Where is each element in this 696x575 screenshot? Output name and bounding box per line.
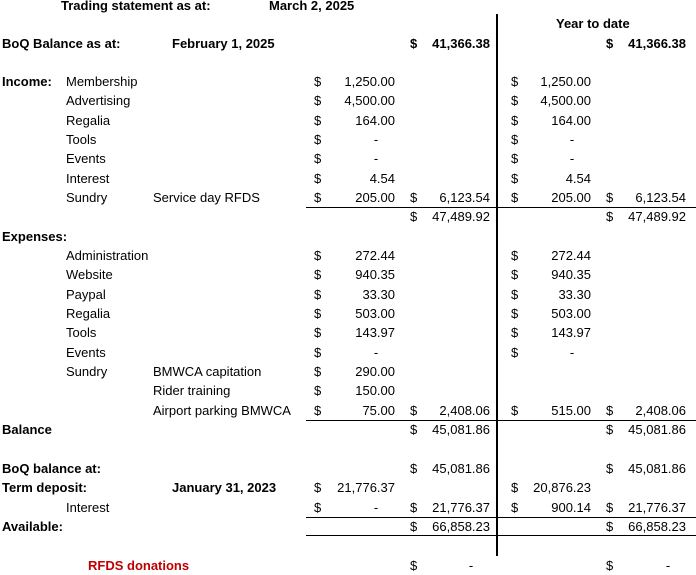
term-deposit-currency: $ xyxy=(314,480,322,495)
balance-ytd-amount: 45,081.86 xyxy=(628,422,686,437)
expense-row-currency: $ xyxy=(314,402,322,418)
expenses-total-currency: $ xyxy=(410,403,418,418)
income-total: 6,123.54 xyxy=(439,190,490,205)
column-divider xyxy=(496,14,498,556)
term-deposit-label: Term deposit: xyxy=(2,480,87,495)
income-ytd-subtotal: 47,489.92 xyxy=(628,209,686,224)
expense-row-ytd-amount: 515.00 xyxy=(551,402,591,418)
income-row-ytd-currency: $ xyxy=(511,189,519,205)
expense-row-ytd-amount: - xyxy=(569,344,575,360)
income-row-ytd-amount: 4.54 xyxy=(565,170,591,186)
income-row-label: Sundry xyxy=(66,189,108,205)
income-row-amount: - xyxy=(373,151,379,167)
expense-row-currency: $ xyxy=(314,305,322,321)
opening-ytd-amount: 41,366.38 xyxy=(628,36,686,51)
expense-row-label: Events xyxy=(66,344,106,360)
income-row-label: Interest xyxy=(66,170,110,186)
rfds-currency: $ xyxy=(410,558,418,573)
expense-row-currency: $ xyxy=(314,363,322,379)
available-label: Available: xyxy=(2,519,63,534)
expense-row-currency: $ xyxy=(314,248,322,263)
boq-balance-amount: 45,081.86 xyxy=(432,461,490,476)
income-row-amount: - xyxy=(373,131,379,147)
expense-row-label: Administration xyxy=(66,248,149,263)
expense-row-amount: 75.00 xyxy=(362,402,395,418)
term-deposit-ytd-amount: 20,876.23 xyxy=(533,480,591,495)
expense-row-detail: BMWCA capitation xyxy=(153,363,262,379)
opening-currency: $ xyxy=(410,36,418,51)
income-row-ytd-currency: $ xyxy=(511,170,519,186)
expense-row-ytd-currency: $ xyxy=(511,402,519,418)
interest-currency: $ xyxy=(314,500,322,515)
income-row-label: Membership xyxy=(66,74,138,89)
expense-row-ytd-amount: 503.00 xyxy=(551,305,591,321)
income-row-ytd-amount: 164.00 xyxy=(551,112,591,128)
expense-row-currency: $ xyxy=(314,286,322,302)
available-ytd-amount: 66,858.23 xyxy=(628,519,686,534)
income-ytd-total: 6,123.54 xyxy=(635,190,686,205)
income-ytd-total-currency: $ xyxy=(606,190,614,205)
income-row-ytd-currency: $ xyxy=(511,131,519,147)
balance-label: Balance xyxy=(2,422,52,437)
expense-row-ytd-amount: 940.35 xyxy=(551,267,591,283)
opening-ytd-currency: $ xyxy=(606,36,614,51)
rfds-ytd-currency: $ xyxy=(606,558,614,573)
income-row-label: Regalia xyxy=(66,112,111,128)
rfds-amount: - xyxy=(468,558,474,573)
expense-row-currency: $ xyxy=(314,344,322,360)
interest-ytd-total-currency: $ xyxy=(606,500,614,515)
income-row-amount: 4,500.00 xyxy=(344,93,395,109)
expense-row-label: Tools xyxy=(66,325,97,341)
expense-row-ytd-amount: 143.97 xyxy=(551,325,591,341)
expense-row-label: Sundry xyxy=(66,363,108,379)
income-row-amount: 4.54 xyxy=(369,170,395,186)
expense-row-amount: 940.35 xyxy=(355,267,395,283)
boq-balance-currency: $ xyxy=(410,461,418,476)
expense-row-currency: $ xyxy=(314,267,322,283)
income-row-ytd-currency: $ xyxy=(511,93,519,109)
interest-ytd-currency: $ xyxy=(511,500,519,515)
expenses-total: 2,408.06 xyxy=(439,403,490,418)
expense-row-amount: 272.44 xyxy=(355,248,395,263)
interest-ytd-amount: 900.14 xyxy=(551,500,591,515)
income-row-ytd-currency: $ xyxy=(511,112,519,128)
expense-row-amount: 33.30 xyxy=(362,286,395,302)
expense-row-detail: Rider training xyxy=(153,383,231,399)
opening-balance-label: BoQ Balance as at: xyxy=(2,36,121,51)
interest-total: 21,776.37 xyxy=(432,500,490,515)
ytd-heading: Year to date xyxy=(556,16,630,31)
income-row-currency: $ xyxy=(314,74,322,89)
expense-row-ytd-currency: $ xyxy=(511,344,519,360)
expense-row-ytd-currency: $ xyxy=(511,267,519,283)
boq-balance-ytd-amount: 45,081.86 xyxy=(628,461,686,476)
income-subtotal: 47,489.92 xyxy=(432,209,490,224)
term-deposit-amount: 21,776.37 xyxy=(337,480,395,495)
income-rule xyxy=(306,207,696,208)
income-row-label: Advertising xyxy=(66,93,131,109)
boq-balance-label: BoQ balance at: xyxy=(2,461,101,476)
expense-row-amount: 503.00 xyxy=(355,305,395,321)
expense-row-ytd-currency: $ xyxy=(511,325,519,341)
opening-amount: 41,366.38 xyxy=(432,36,490,51)
income-row-currency: $ xyxy=(314,131,322,147)
income-row-amount: 205.00 xyxy=(355,189,395,205)
income-row-ytd-amount: - xyxy=(569,151,575,167)
income-ytd-subtotal-currency: $ xyxy=(606,209,614,224)
expense-row-ytd-currency: $ xyxy=(511,248,519,263)
income-row-currency: $ xyxy=(314,189,322,205)
income-row-amount: 164.00 xyxy=(355,112,395,128)
available-currency: $ xyxy=(410,519,418,534)
interest-label: Interest xyxy=(66,500,110,515)
expense-row-amount: 143.97 xyxy=(355,325,395,341)
expense-row-ytd-currency: $ xyxy=(511,305,519,321)
income-heading: Income: xyxy=(2,74,52,89)
income-row-label: Tools xyxy=(66,131,97,147)
interest-amount: - xyxy=(373,500,379,515)
term-deposit-date: January 31, 2023 xyxy=(172,480,277,495)
expense-row-currency: $ xyxy=(314,325,322,341)
income-row-ytd-currency: $ xyxy=(511,151,519,167)
rfds-ytd-amount: - xyxy=(665,558,671,573)
available-rule-top xyxy=(306,517,696,518)
expenses-ytd-total: 2,408.06 xyxy=(635,403,686,418)
interest-total-currency: $ xyxy=(410,500,418,515)
income-row-currency: $ xyxy=(314,151,322,167)
opening-balance-date: February 1, 2025 xyxy=(172,36,275,51)
statement-title: Trading statement as at: xyxy=(61,0,211,13)
balance-amount: 45,081.86 xyxy=(432,422,490,437)
balance-currency: $ xyxy=(410,422,418,437)
income-subtotal-currency: $ xyxy=(410,209,418,224)
expense-row-label: Website xyxy=(66,267,113,283)
expense-row-amount: 290.00 xyxy=(355,363,395,379)
expense-row-ytd-currency: $ xyxy=(511,286,519,302)
interest-ytd-total: 21,776.37 xyxy=(628,500,686,515)
rfds-donations-label: RFDS donations xyxy=(88,558,190,573)
available-amount: 66,858.23 xyxy=(432,519,490,534)
expense-row-label: Paypal xyxy=(66,286,106,302)
term-deposit-ytd-currency: $ xyxy=(511,480,519,495)
income-row-ytd-currency: $ xyxy=(511,74,519,89)
available-ytd-currency: $ xyxy=(606,519,614,534)
expense-row-amount: - xyxy=(373,344,379,360)
income-row-detail: Service day RFDS xyxy=(153,189,260,205)
income-row-ytd-amount: 4,500.00 xyxy=(540,93,591,109)
boq-balance-ytd-currency: $ xyxy=(606,461,614,476)
expenses-ytd-total-currency: $ xyxy=(606,403,614,418)
income-row-ytd-amount: - xyxy=(569,131,575,147)
balance-ytd-currency: $ xyxy=(606,422,614,437)
expenses-rule xyxy=(306,420,696,421)
available-rule-bottom xyxy=(306,535,696,536)
expense-row-ytd-amount: 272.44 xyxy=(551,248,591,263)
expense-row-detail: Airport parking BMWCA xyxy=(153,402,291,418)
income-row-ytd-amount: 1,250.00 xyxy=(540,74,591,89)
income-row-amount: 1,250.00 xyxy=(344,74,395,89)
statement-date: March 2, 2025 xyxy=(269,0,355,13)
income-row-currency: $ xyxy=(314,112,322,128)
income-row-currency: $ xyxy=(314,170,322,186)
expense-row-ytd-amount: 33.30 xyxy=(558,286,591,302)
expense-row-currency: $ xyxy=(314,383,322,399)
expense-row-label: Regalia xyxy=(66,305,111,321)
income-row-currency: $ xyxy=(314,93,322,109)
expenses-heading: Expenses: xyxy=(2,229,68,244)
income-row-label: Events xyxy=(66,151,106,167)
expense-row-amount: 150.00 xyxy=(355,383,395,399)
income-row-ytd-amount: 205.00 xyxy=(551,189,591,205)
income-total-currency: $ xyxy=(410,190,418,205)
